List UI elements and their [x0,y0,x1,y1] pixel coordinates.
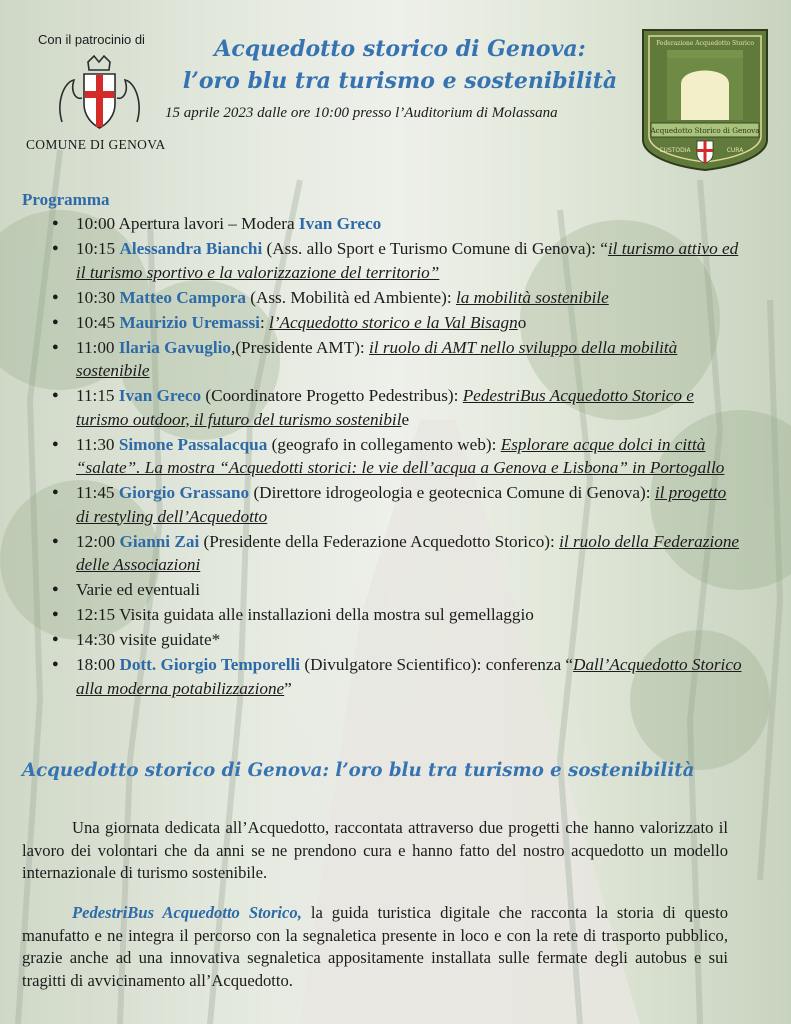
page-title-line-1: Acquedotto storico di Genova: [214,36,586,62]
program-list [52,212,742,702]
program-item: ● 14:30 visite guidate* [52,628,742,652]
logo-motto-right: CURA [726,147,744,154]
genova-coat-of-arms-icon [52,52,147,134]
patronage-label: Con il patrocinio di [38,32,145,47]
program-item: ● 12:15 Visita guidata alle installazioni della mostra sul gemellaggio [52,603,742,627]
program-item: ● 10:30 Matteo Campora (Ass. Mobilità ed Ambiente): la mobilità sostenibile [52,286,742,310]
program-item: ● Varie ed eventuali [52,578,742,602]
intro-paragraph: Una giornata dedicata all’Acquedotto, raccontata attraverso due progetti che hanno valorizzato il lavoro dei volontari che da anni se ne prendono cura e hanno fatto del nostro acquedotto un modello internazionale di turismo sostenibile. [22,818,728,882]
program-item: ● 11:45 Giorgio Grassano (Direttore idrogeologia e geotecnica Comune di Genova): il progetto di restyling dell’Acquedotto [52,481,742,528]
pedestribus-paragraph: PedestriBus Acquedotto Storico, la guida turistica digitale che racconta la storia di questo manufatto e ne integra il percorso con la segnaletica presente in loco e con la rete di trasporto pubblico, grazie anche ad una innovativa segnaletica appositamente installata sulle fermate degli autobus e sui tragitti di avvicinamento all’Acquedotto. [22,903,728,990]
program-item: ● 11:30 Simone Passalacqua (geografo in collegamento web): Esplorare acque dolci in città “salate”. La mostra “Acquedotti storici: le vie dell’acqua a Genova e Lisbona” in Portogallo [52,433,742,480]
event-date-venue: 15 aprile 2023 dalle ore 10:00 presso l’Auditorium di Molassana [165,105,558,121]
logo-motto-left: CUSTODIA [659,147,691,154]
program-item: ● 12:00 Gianni Zai (Presidente della Federazione Acquedotto Storico): il ruolo della Federazione delle Associazioni [52,530,742,577]
program-item: ● 10:00 Apertura lavori – Modera Ivan Greco [52,212,742,236]
program-item: ● 10:15 Alessandra Bianchi (Ass. allo Sport e Turismo Comune di Genova): “il turismo attivo ed il turismo sportivo e la valorizzazione del territorio” [52,237,742,284]
program-item: ● 10:45 Maurizio Uremassi: l’Acquedotto storico e la Val Bisagno [52,311,742,335]
program-item: ● 18:00 Dott. Giorgio Temporelli (Divulgatore Scientifico): conferenza “Dall’Acquedotto Storico alla moderna potabilizzazione” [52,653,742,700]
logo-top-text: Federazione Acquedotto Storico [656,40,754,47]
municipality-name: COMUNE DI GENOVA [26,137,166,152]
program-item: ● 11:00 Ilaria Gavuglio,(Presidente AMT): il ruolo di AMT nello sviluppo della mobilità sostenibile [52,336,742,383]
pedestribus-brand: PedestriBus Acquedotto Storico [72,903,298,922]
acquedotto-storico-logo [641,28,769,172]
program-heading: Programma [22,190,110,209]
page-title-line-2: l’oro blu tra turismo e sostenibilità [182,68,618,94]
logo-band-text: Acquedotto Storico di Genova [650,126,760,135]
program-item: ● 11:15 Ivan Greco (Coordinatore Progetto Pedestribus): PedestriBus Acquedotto Storico e turismo outdoor, il futuro del turismo sostenibile [52,384,742,431]
section-heading: Acquedotto storico di Genova: l’oro blu tra turismo e sostenibilità [22,760,695,781]
